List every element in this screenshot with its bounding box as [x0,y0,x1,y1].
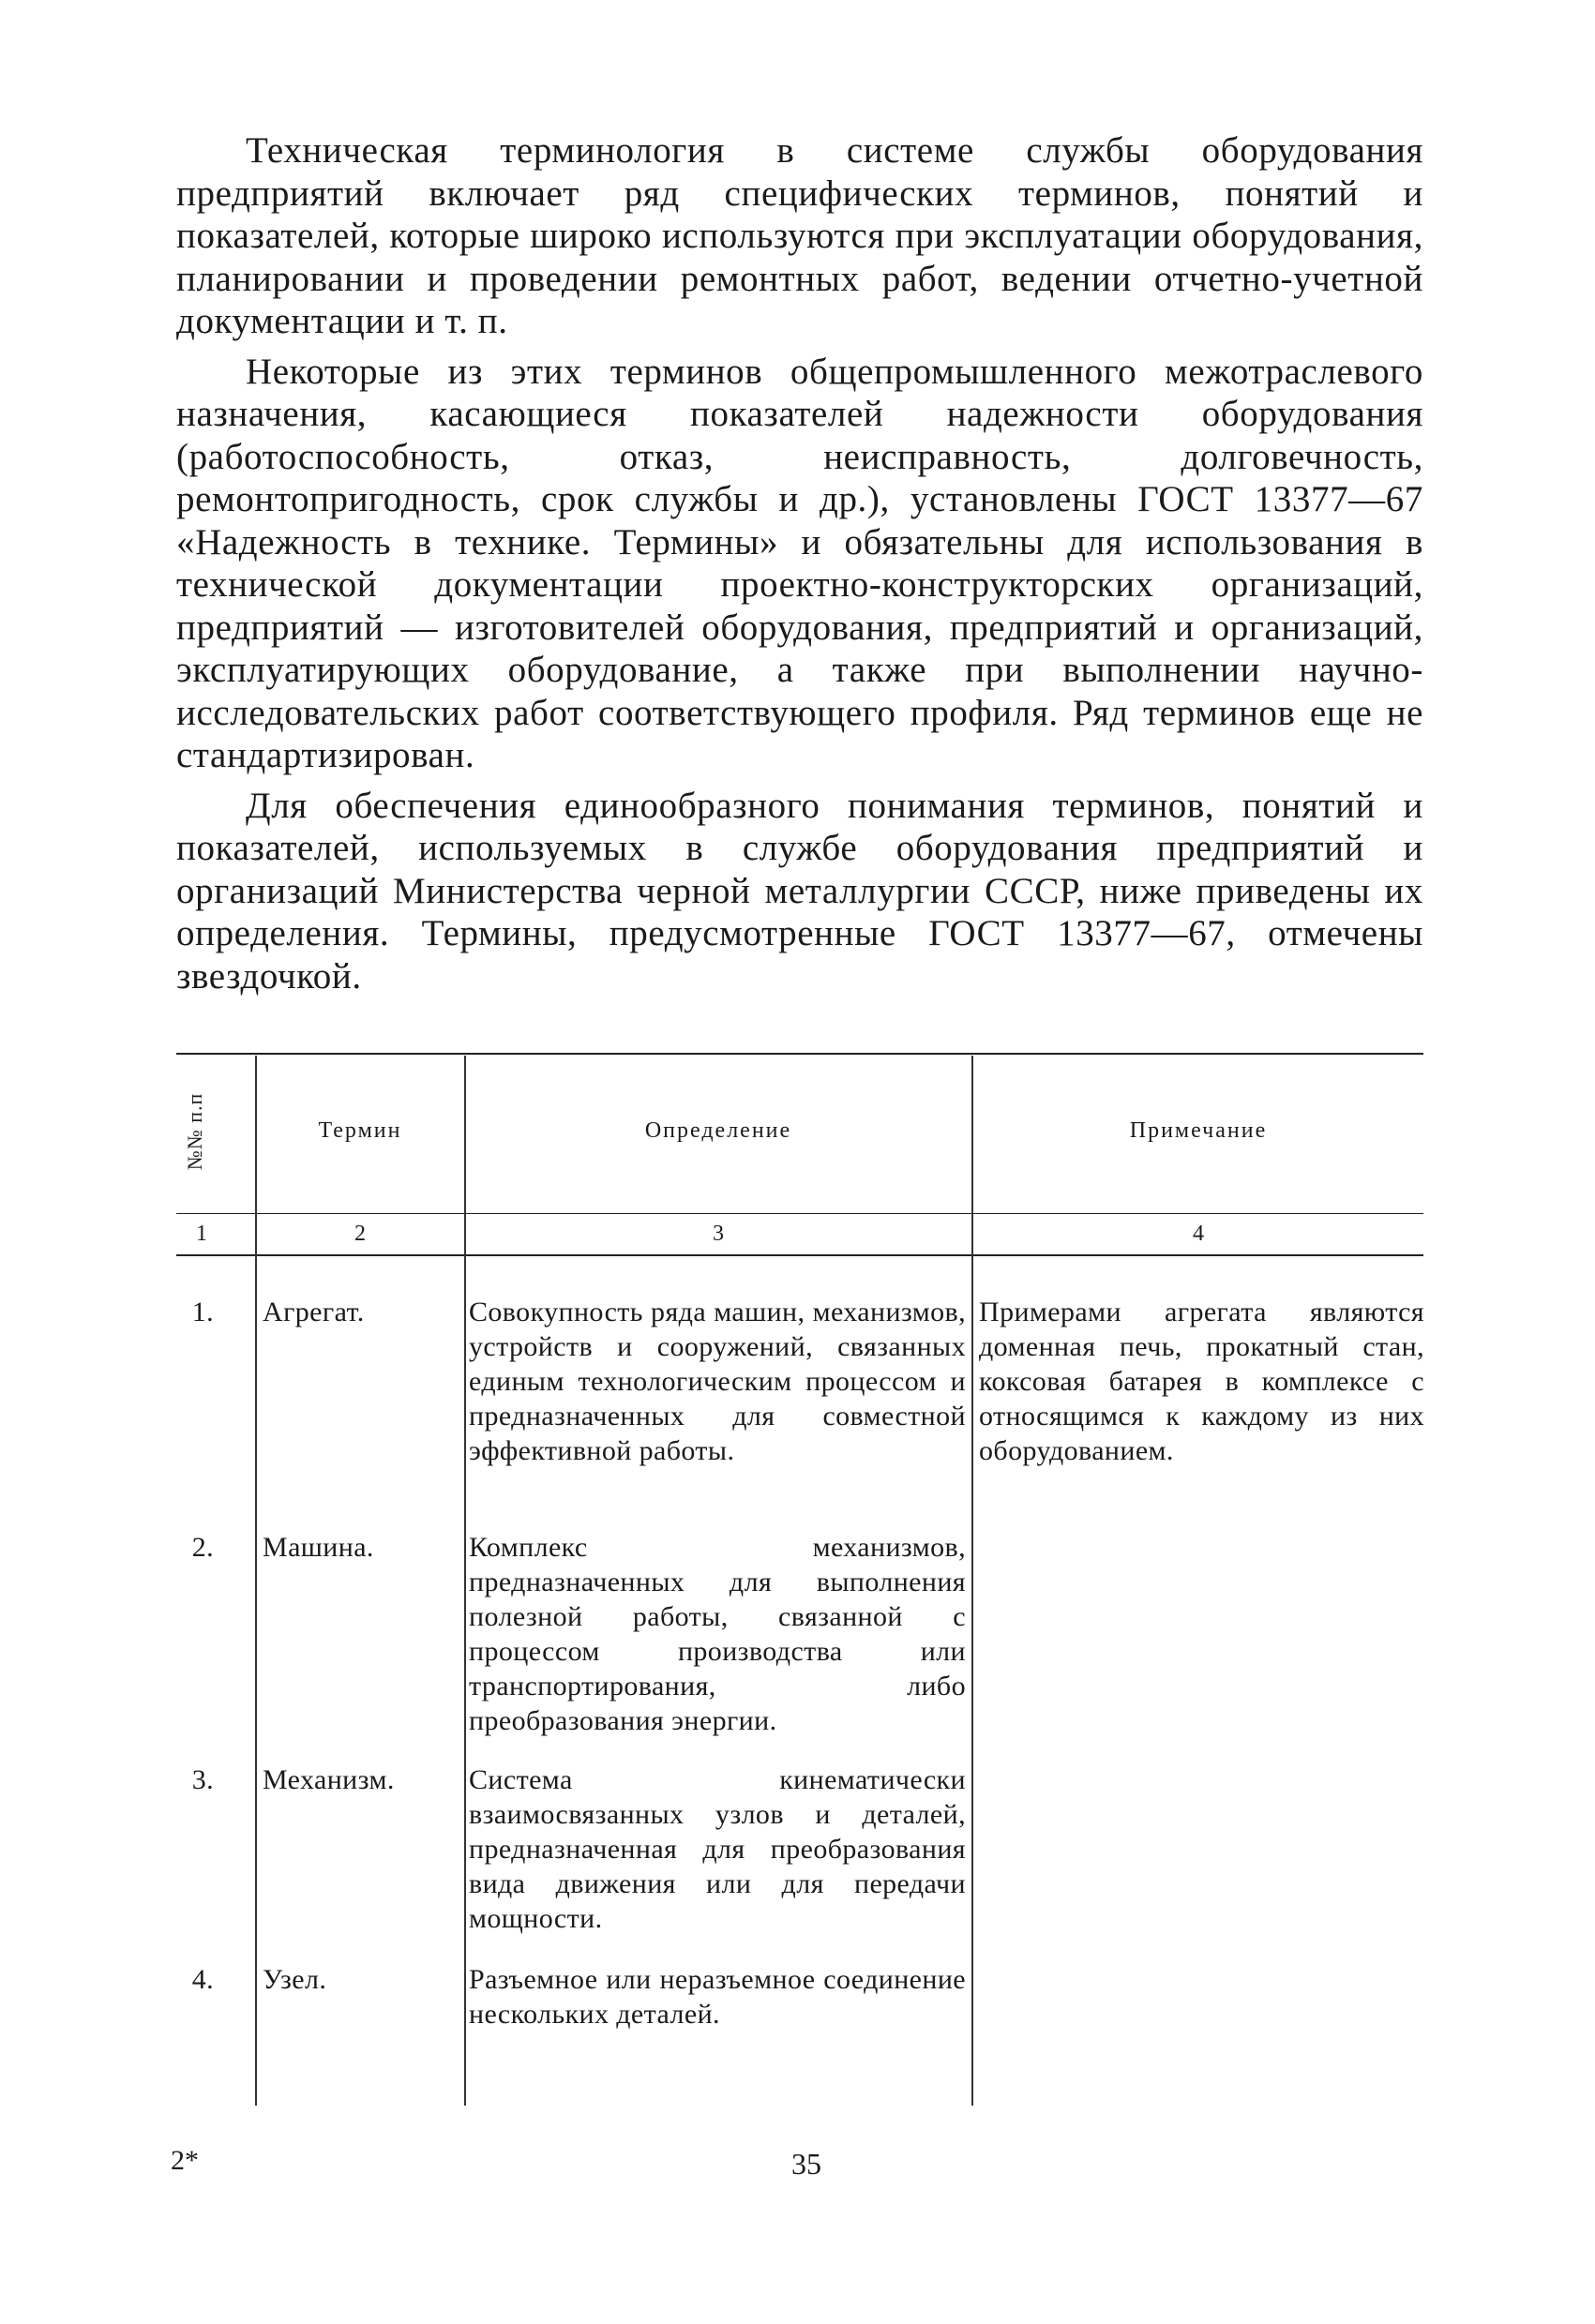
column-number-1: 1 [196,1222,207,1246]
intro-paragraph-1: Техническая терминология в системе службы оборудования предприятий включает ряд специфических терминов, понятий и показателей, которые широко используются при эксплуатации оборудования, планировании и проведении ремонтных работ, ведении отчетно-учетной документации и т. п. [176,130,1423,341]
page-number: 35 [791,2147,821,2181]
header-number: №№ п.п [183,1092,206,1171]
column-number-3: 3 [713,1222,724,1246]
header-note: Примечание [1129,1118,1268,1143]
signature-mark: 2* [171,2145,199,2176]
column-number-4: 4 [1193,1222,1204,1246]
row-2-term: Машина. [263,1532,374,1563]
row-1-number: 1. [191,1297,214,1327]
row-1-term: Агрегат. [263,1297,365,1327]
header-bottom-rule [176,1213,1423,1214]
header-definition: Определение [644,1118,792,1143]
colnum-bottom-rule [176,1254,1423,1256]
row-2-definition: Комплекс механизмов, предназначенных для выполнения полезной работы, связанной с процессом производства или транспортирования, либо преобразования энергии. [469,1532,966,1736]
row-4-term: Узел. [263,1964,327,1995]
row-3-number: 3. [191,1764,214,1795]
intro-text [176,129,1423,1005]
header-term: Термин [318,1118,402,1143]
row-2-number: 2. [191,1532,214,1563]
row-4-definition: Разъемное или неразъемное соединение нескольких деталей. [469,1964,966,2030]
column-divider-2 [464,1056,466,2106]
row-4-number: 4. [191,1964,214,1995]
intro-paragraph-3: Для обеспечения единообразного понимания терминов, понятий и показателей, используемых в службе оборудования предприятий и организаций Министерства черной металлургии СССР, ниже приведены их определения. Термины, предусмотренные ГОСТ 13377—67, отмечены звездочкой. [176,785,1423,997]
column-divider-1 [255,1056,257,2106]
row-1-note: Примерами агрегата являются доменная печь, прокатный стан, коксовая батарея в комплексе с относящимся к каждому из них оборудованием. [979,1297,1424,1466]
row-3-definition: Система кинематически взаимосвязанных узлов и деталей, предназначенная для преобразования вида движения или для передачи мощности. [469,1764,966,1934]
row-3-term: Механизм. [263,1764,395,1795]
column-number-2: 2 [354,1222,366,1246]
table-top-rule [176,1053,1423,1055]
row-1-definition: Совокупность ряда машин, механизмов, устройств и сооружений, связанных единым технологическим процессом и предназначенных для совместной эффективной работы. [469,1297,966,1466]
column-divider-3 [971,1056,973,2106]
intro-paragraph-2: Некоторые из этих терминов общепромышленного межотраслевого назначения, касающиеся показателей надежности оборудования (работоспособность, отказ, неисправность, долговечность, ремонтопригодность, срок службы и др.), установлены ГОСТ 13377—67 «Надежность в технике. Термины» и обязательны для использования в технической документации проектно-конструкторских организаций, предприятий — изготовителей оборудования, предприятий и организаций, эксплуатирующих оборудование, а также при выполнении научно-исследовательских работ соответствующего профиля. Ряд терминов еще не стандартизирован. [176,351,1423,775]
